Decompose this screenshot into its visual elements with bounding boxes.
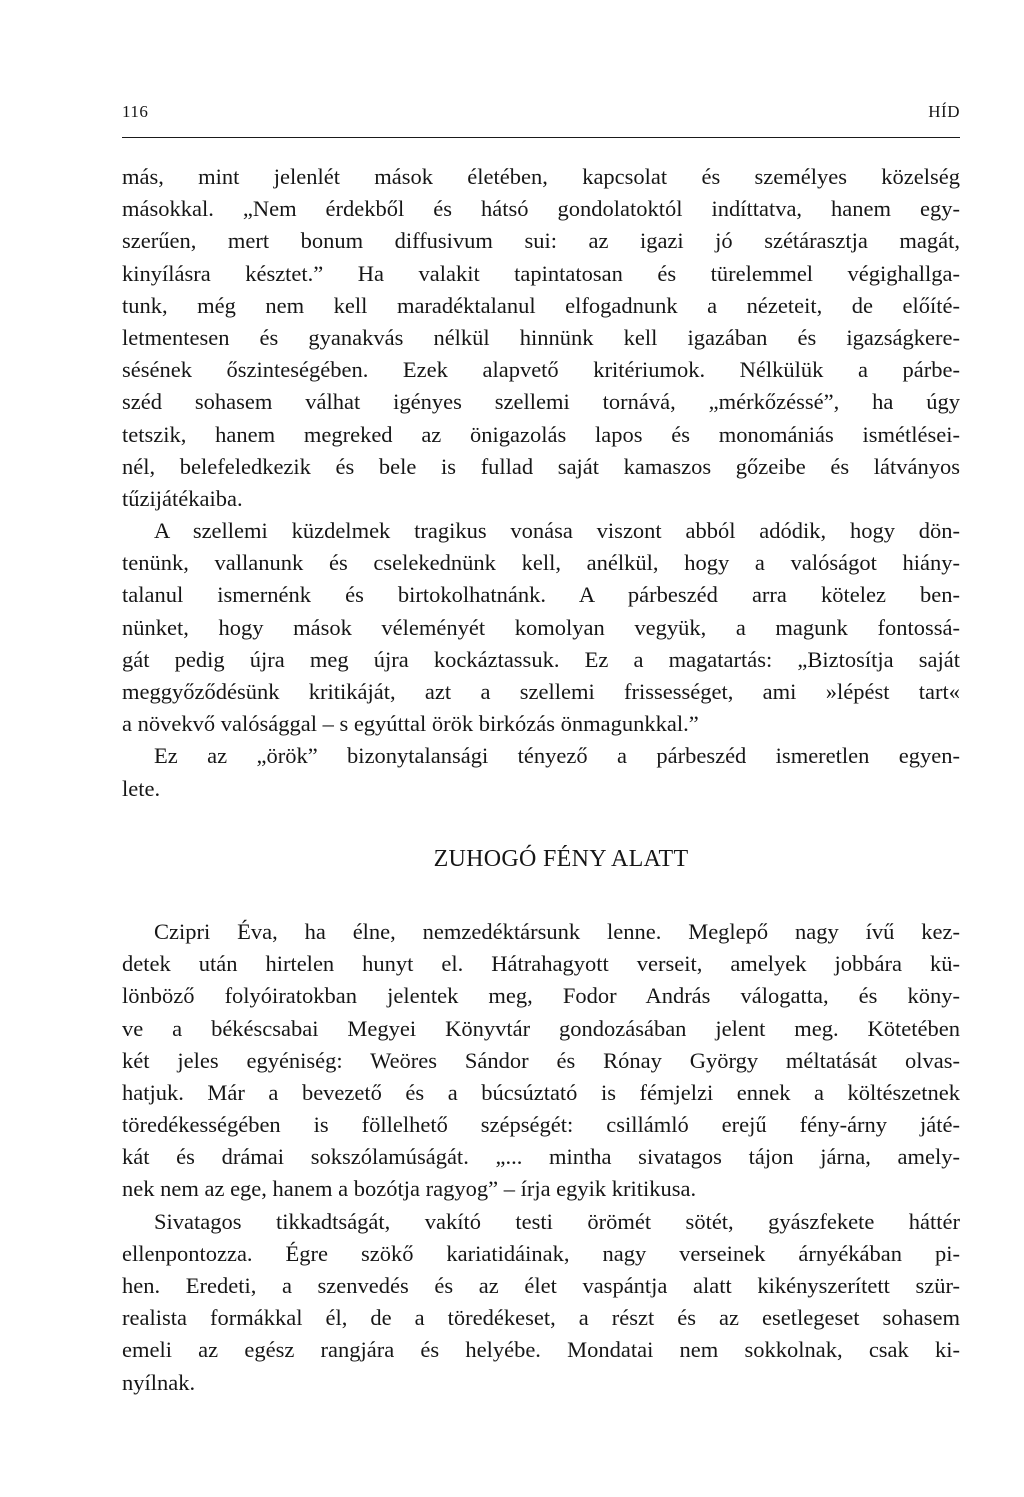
- text-line: kinyílásra késztet.” Ha valakit tapintatosan és türelemmel végighallga-: [122, 260, 960, 286]
- text-line: hen. Eredeti, a szenvedés és az élet vaspántja alatt kikényszerített szür-: [122, 1273, 960, 1299]
- section-heading: ZUHOGÓ FÉNY ALATT: [433, 845, 689, 872]
- text-line: detek után hirtelen hunyt el. Hátrahagyott verseit, amelyek jobbára kü-: [122, 951, 960, 977]
- header-rule: [122, 137, 960, 138]
- text-line: a növekvő valósággal – s egyúttal örök birkózás önmagunkkal.”: [122, 711, 699, 737]
- page-number: 116: [122, 102, 149, 121]
- text-line: realista formákkal él, de a töredékeset, a részt és az esetlegeset sohasem: [122, 1305, 960, 1331]
- text-line: Sivatagos tikkadtságát, vakító testi örömét sötét, gyászfekete háttér: [154, 1208, 960, 1234]
- text-line: emeli az egész rangjára és helyébe. Mondatai nem sokkolnak, csak ki-: [122, 1337, 960, 1363]
- text-line: sésének őszinteségében. Ezek alapvető kritériumok. Nélkülük a párbe-: [122, 357, 960, 383]
- journal-title: HÍD: [928, 102, 960, 121]
- text-line: tetszik, hanem megreked az önigazolás lapos és monomániás ismétlései-: [122, 421, 960, 447]
- text-line: Ez az „örök” bizonytalansági tényező a párbeszéd ismeretlen egyen-: [154, 743, 960, 769]
- text-line: nek nem az ege, hanem a bozótja ragyog” – írja egyik kritikusa.: [122, 1176, 697, 1202]
- text-line: A szellemi küzdelmek tragikus vonása viszont abból adódik, hogy dön-: [154, 518, 960, 544]
- text-line: más, mint jelenlét mások életében, kapcsolat és személyes közelség: [122, 164, 960, 189]
- text-line: talanul ismernénk és birtokolhatnánk. A párbeszéd arra kötelez ben-: [122, 582, 960, 608]
- running-head: [122, 102, 960, 134]
- text-line: meggyőződésünk kritikáját, azt a szellemi frissességet, ami »lépést tart«: [122, 679, 960, 704]
- text-line: tunk, még nem kell maradéktalanul elfogadnunk a nézeteit, de előíté-: [122, 292, 960, 318]
- text-line: tenünk, vallanunk és cselekednünk kell, anélkül, hogy a valóságot hiány-: [122, 550, 960, 576]
- text-line: Czipri Éva, ha élne, nemzedéktársunk lenne. Meglepő nagy ívű kez-: [154, 918, 960, 944]
- text-line: lete.: [122, 775, 161, 801]
- text-line: gát pedig újra meg újra kockáztassuk. Ez a magatartás: „Biztosítja saját: [122, 646, 960, 672]
- text-line: ve a békéscsabai Megyei Könyvtár gondozásában jelent meg. Kötetében: [122, 1015, 960, 1041]
- essay-continuation: [122, 161, 960, 805]
- text-line: másokkal. „Nem érdekből és hátsó gondolatoktól indíttatva, hanem egy-: [122, 196, 960, 222]
- text-line: letmentesen és gyanakvás nélkül hinnünk kell igazában és igazságkere-: [122, 324, 960, 350]
- text-line: kát és drámai sokszólamúságát. „... mintha sivatagos tájon járna, amely-: [122, 1144, 960, 1170]
- text-line: nünket, hogy mások véleményét komolyan vegyük, a magunk fontossá-: [122, 614, 960, 640]
- text-line: nél, belefeledkezik és bele is fullad saját kamaszos gőzeibe és látványos: [122, 453, 960, 479]
- text-line: széd sohasem válhat igényes szellemi tornává, „mérkőzéssé”, ha úgy: [122, 389, 960, 415]
- text-line: szerűen, mert bonum diffusivum sui: az igazi jó szétárasztja magát,: [122, 228, 960, 254]
- text-line: nyílnak.: [122, 1369, 196, 1395]
- review-section: [122, 916, 960, 1399]
- text-line: lönböző folyóiratokban jelentek meg, Fodor András válogatta, és köny-: [122, 983, 960, 1009]
- text-line: tűzijátékaiba.: [122, 485, 243, 511]
- book-page: [122, 102, 960, 1399]
- text-line: ellenpontozza. Égre szökő kariatidáinak, nagy verseinek árnyékában pi-: [122, 1240, 960, 1266]
- text-line: hatjuk. Már a bevezető és a búcsúztató is fémjelzi ennek a költészetnek: [122, 1079, 960, 1105]
- text-line: két jeles egyéniség: Weöres Sándor és Rónay György méltatását olvas-: [122, 1047, 960, 1073]
- text-line: töredékességében is föllelhető szépségét: csillámló erejű fény-árny játé-: [122, 1112, 960, 1138]
- body-text: [122, 161, 960, 1399]
